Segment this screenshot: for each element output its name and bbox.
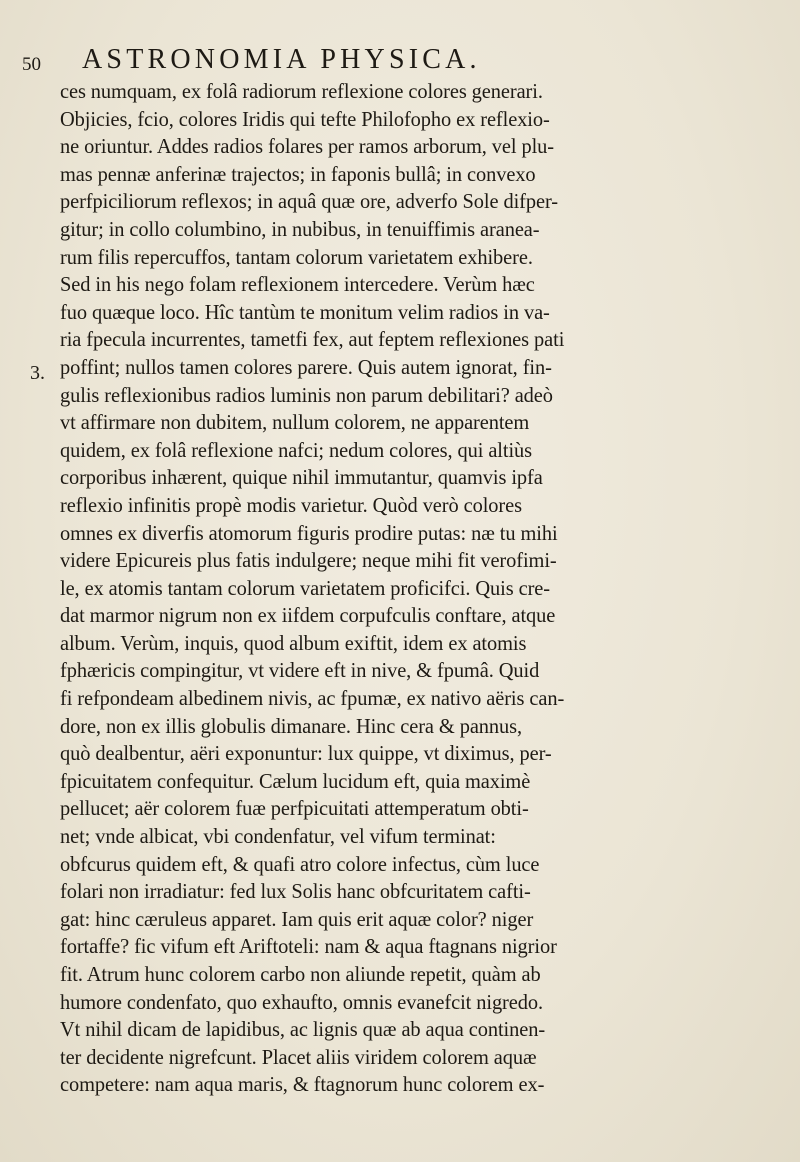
text-line: fi refpondeam albedinem nivis, ac fpumæ, ex nativo aëris can-: [60, 686, 565, 711]
text-line: obfcurus quidem eft, & quafi atro colore infectus, cùm luce: [60, 851, 540, 876]
text-line: rum filis repercuffos, tantam colorum varietatem exhibere.: [60, 244, 533, 269]
text-line: fpicuitatem confequitur. Cælum lucidum eft, quia maximè: [60, 768, 531, 793]
text-line: videre Epicureis plus fatis indulgere; neque mihi fit verofimi-: [60, 548, 557, 573]
text-line: Sed in his nego folam reflexionem intercedere. Verùm hæc: [60, 272, 535, 297]
text-line: ria fpecula incurrentes, tametfi fex, aut feptem reflexiones pati: [60, 327, 565, 352]
text-line: humore condenfato, quo exhaufto, omnis evanefcit nigredo.: [60, 989, 543, 1014]
running-title: ASTRONOMIA PHYSICA.: [82, 44, 481, 75]
text-line: mas pennæ anferinæ trajectos; in faponis bullâ; in convexo: [60, 161, 536, 186]
text-line: album. Verùm, inquis, quod album exiftit, idem ex atomis: [60, 630, 527, 655]
text-line: Vt nihil dicam de lapidibus, ac lignis quæ ab aqua continen-: [60, 1017, 546, 1042]
body-text: [60, 78, 800, 1099]
text-line: folari non irradiatur: fed lux Solis hanc obfcuritatem cafti-: [60, 879, 531, 904]
text-line: corporibus inhærent, quique nihil immutantur, quamvis ipfa: [60, 465, 543, 490]
text-line: perfpiciliorum reflexos; in aquâ quæ ore, adverfo Sole difper-: [60, 189, 558, 214]
text-line: gitur; in collo columbino, in nubibus, in tenuiffimis aranea-: [60, 216, 540, 241]
text-line: competere: nam aqua maris, & ftagnorum hunc colorem ex-: [60, 1072, 545, 1097]
text-line: gulis reflexionibus radios luminis non parum debilitari? adeò: [60, 382, 553, 407]
text-line: reflexio infinitis propè modis varietur. Quòd verò colores: [60, 492, 522, 517]
text-line: omnes ex diverfis atomorum figuris prodire putas: næ tu mihi: [60, 520, 558, 545]
text-line: pellucet; aër colorem fuæ perfpicuitati attemperatum obti-: [60, 796, 529, 821]
text-line: fit. Atrum hunc colorem carbo non aliunde repetit, quàm ab: [60, 962, 541, 986]
page-number: 50: [22, 54, 41, 75]
text-line: fuo quæque loco. Hîc tantùm te monitum velim radios in va-: [60, 299, 550, 324]
text-line: ne oriuntur. Addes radios folares per ramos arborum, vel plu-: [60, 134, 554, 159]
text-line: poffint; nullos tamen colores parere. Quis autem ignorat, fin-: [60, 354, 552, 379]
text-line: net; vnde albicat, vbi condenfatur, vel vifum terminat:: [60, 824, 496, 849]
text-line: dore, non ex illis globulis dimanare. Hinc cera & pannus,: [60, 713, 523, 738]
text-line: quò dealbentur, aëri exponuntur: lux quippe, vt diximus, per-: [60, 741, 552, 766]
text-line: vt affirmare non dubitem, nullum colorem, ne apparentem: [60, 410, 530, 435]
text-line: ter decidente nigrefcunt. Placet aliis viridem colorem aquæ: [60, 1044, 537, 1069]
text-line: le, ex atomis tantam colorum varietatem proficifci. Quis cre-: [60, 575, 550, 600]
margin-note: 3.: [30, 362, 45, 384]
text-line: fphæricis compingitur, vt videre eft in nive, & fpumâ. Quid: [60, 658, 540, 683]
text-line: ces numquam, ex folâ radiorum reflexione colores generari.: [60, 79, 543, 103]
text-line: fortaffe? fic vifum eft Ariftoteli: nam & aqua ftagnans nigrior: [60, 934, 557, 959]
text-line: dat marmor nigrum non ex iifdem corpufculis conftare, atque: [60, 603, 556, 628]
text-line: Objicies, fcio, colores Iridis qui tefte Philofopho ex reflexio-: [60, 106, 550, 131]
text-line: gat: hinc cæruleus apparet. Iam quis erit aquæ color? niger: [60, 906, 534, 931]
text-line: quidem, ex folâ reflexione nafci; nedum colores, qui altiùs: [60, 437, 533, 462]
